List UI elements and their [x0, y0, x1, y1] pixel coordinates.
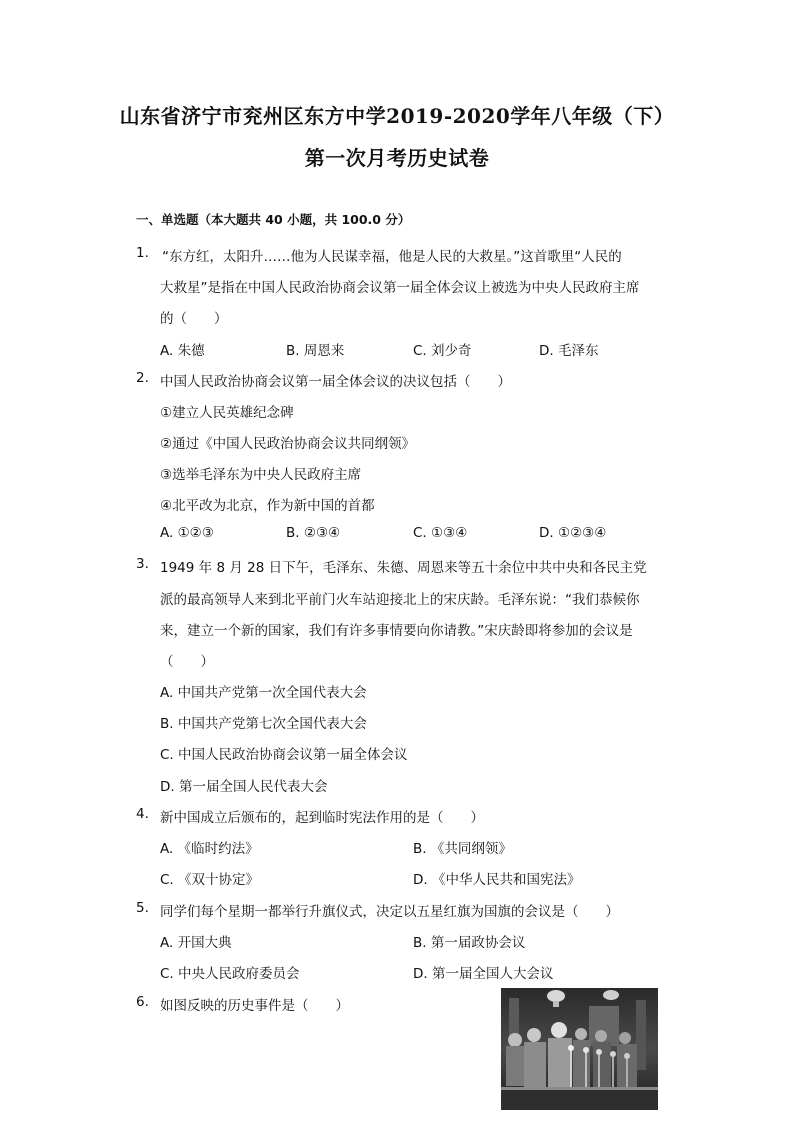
- option-a[interactable]: A. 朱德: [160, 343, 205, 359]
- option-d[interactable]: D. 《中华人民共和国宪法》: [413, 872, 581, 888]
- question-number: 2.: [136, 370, 149, 386]
- option-b[interactable]: B. 第一届政协会议: [413, 935, 526, 951]
- question-text: 来，建立一个新的国家，我们有许多事情要向你请教。”宋庆龄即将参加的会议是: [160, 623, 633, 639]
- statement-item: ③选举毛泽东为中央人民政府主席: [160, 467, 362, 483]
- option-c[interactable]: C. 中国人民政治协商会议第一届全体会议: [160, 747, 408, 763]
- question-text: 1949 年 8 月 28 日下午，毛泽东、朱德、周恩来等五十余位中共中央和各民主党: [160, 560, 647, 576]
- question-number: 4.: [136, 806, 149, 822]
- option-c[interactable]: C. 中央人民政府委员会: [160, 966, 300, 982]
- exam-title-line2: 第一次月考历史试卷: [304, 146, 490, 170]
- historical-photo: [501, 988, 658, 1110]
- question-text: （ ）: [160, 654, 214, 670]
- option-a[interactable]: A. 中国共产党第一次全国代表大会: [160, 685, 367, 701]
- option-c[interactable]: C. ①③④: [413, 525, 468, 541]
- option-b[interactable]: B. 中国共产党第七次全国代表大会: [160, 716, 367, 732]
- question-text: “东方红，太阳升……他为人民谋幸福，他是人民的大救星。”这首歌里“人民的: [162, 249, 622, 265]
- exam-title-line1: 山东省济宁市兖州区东方中学2019-2020学年八年级（下）: [119, 104, 675, 128]
- question-text: 如图反映的历史事件是（ ）: [160, 998, 349, 1014]
- option-a[interactable]: A. 开国大典: [160, 935, 232, 951]
- question-text: 同学们每个星期一都举行升旗仪式，决定以五星红旗为国旗的会议是（ ）: [160, 904, 619, 920]
- question-text: 派的最高领导人来到北平前门火车站迎接北上的宋庆龄。毛泽东说：“我们恭候你: [160, 592, 640, 608]
- option-b[interactable]: B. 《共同纲领》: [413, 841, 512, 857]
- question-text: 中国人民政治协商会议第一届全体会议的决议包括（ ）: [160, 374, 511, 390]
- statement-item: ②通过《中国人民政治协商会议共同纲领》: [160, 436, 416, 452]
- option-c[interactable]: C. 刘少奇: [413, 343, 472, 359]
- option-b[interactable]: B. 周恩来: [286, 343, 345, 359]
- section-heading: 一、单选题（本大题共 40 小题，共 100.0 分）: [136, 212, 411, 227]
- option-d[interactable]: D. ①②③④: [539, 525, 607, 541]
- question-number: 1.: [136, 245, 149, 261]
- question-text: 新中国成立后颁布的，起到临时宪法作用的是（ ）: [160, 810, 484, 826]
- question-number: 3.: [136, 556, 149, 572]
- question-text: 的（ ）: [160, 311, 228, 327]
- statement-item: ④北平改为北京，作为新中国的首都: [160, 498, 375, 514]
- option-a[interactable]: A. 《临时约法》: [160, 841, 259, 857]
- option-c[interactable]: C. 《双十协定》: [160, 872, 260, 888]
- option-b[interactable]: B. ②③④: [286, 525, 341, 541]
- option-d[interactable]: D. 第一届全国人大会议: [413, 966, 554, 982]
- question-number: 6.: [136, 994, 149, 1010]
- statement-item: ①建立人民英雄纪念碑: [160, 405, 294, 421]
- option-d[interactable]: D. 毛泽东: [539, 343, 599, 359]
- option-d[interactable]: D. 第一届全国人民代表大会: [160, 779, 328, 795]
- question-text: 大救星”是指在中国人民政治协商会议第一届全体会议上被选为中央人民政府主席: [160, 280, 640, 296]
- option-a[interactable]: A. ①②③: [160, 525, 214, 541]
- question-number: 5.: [136, 900, 149, 916]
